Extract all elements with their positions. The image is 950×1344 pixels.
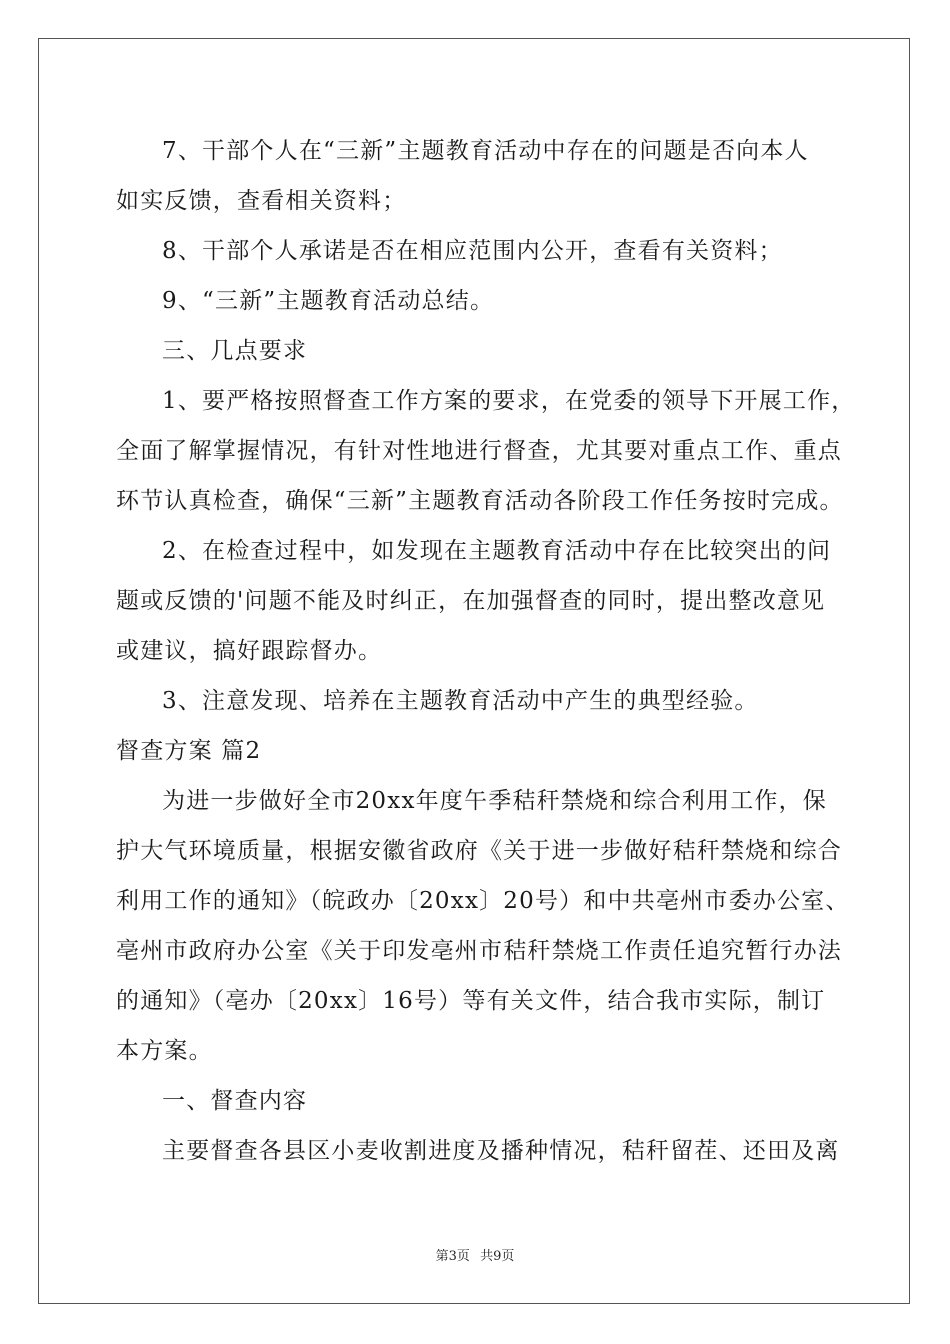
text-line: 全面了解掌握情况，有针对性地进行督查，尤其要对重点工作、重点 bbox=[116, 438, 842, 464]
text-line: 亳州市政府办公室《关于印发亳州市秸秆禁烧工作责任追究暂行办法 bbox=[116, 938, 842, 964]
text-line: 为进一步做好全市20xx年度午季秸秆禁烧和综合利用工作，保 bbox=[162, 788, 828, 814]
text-line: 的通知》（亳办〔20xx〕16号）等有关文件，结合我市实际，制订 bbox=[116, 988, 826, 1014]
section-heading: 三、几点要求 bbox=[162, 338, 308, 364]
page-number: 第3页 bbox=[435, 1249, 470, 1264]
text-line: 题或反馈的'问题不能及时纠正，在加强督查的同时，提出整改意见 bbox=[116, 588, 826, 614]
text-line: 主要督查各县区小麦收割进度及播种情况，秸秆留茬、还田及离 bbox=[162, 1138, 840, 1164]
article-title: 督查方案 篇2 bbox=[116, 738, 262, 764]
text-line: 8、干部个人承诺是否在相应范围内公开，查看有关资料； bbox=[162, 238, 783, 264]
text-line: 环节认真检查，确保“三新”主题教育活动各阶段工作任务按时完成。 bbox=[116, 488, 844, 514]
text-line: 护大气环境质量，根据安徽省政府《关于进一步做好秸秆禁烧和综合 bbox=[116, 838, 842, 864]
text-line: 9、“三新”主题教育活动总结。 bbox=[162, 288, 495, 314]
page-total: 共9页 bbox=[480, 1249, 515, 1264]
text-line: 利用工作的通知》（皖政办〔20xx〕20号）和中共亳州市委办公室、 bbox=[116, 888, 850, 914]
section-heading: 一、督查内容 bbox=[162, 1088, 308, 1114]
text-line: 本方案。 bbox=[116, 1038, 213, 1064]
text-line: 1、要严格按照督查工作方案的要求，在党委的领导下开展工作， bbox=[162, 388, 856, 414]
text-line: 或建议，搞好跟踪督办。 bbox=[116, 638, 383, 664]
text-line: 3、注意发现、培养在主题教育活动中产生的典型经验。 bbox=[162, 688, 759, 714]
text-line: 7、干部个人在“三新”主题教育活动中存在的问题是否向本人 bbox=[162, 138, 809, 164]
page-footer bbox=[0, 1248, 950, 1266]
text-line: 如实反馈，查看相关资料； bbox=[116, 188, 407, 214]
text-line: 2、在检查过程中，如发现在主题教育活动中存在比较突出的问 bbox=[162, 538, 832, 564]
